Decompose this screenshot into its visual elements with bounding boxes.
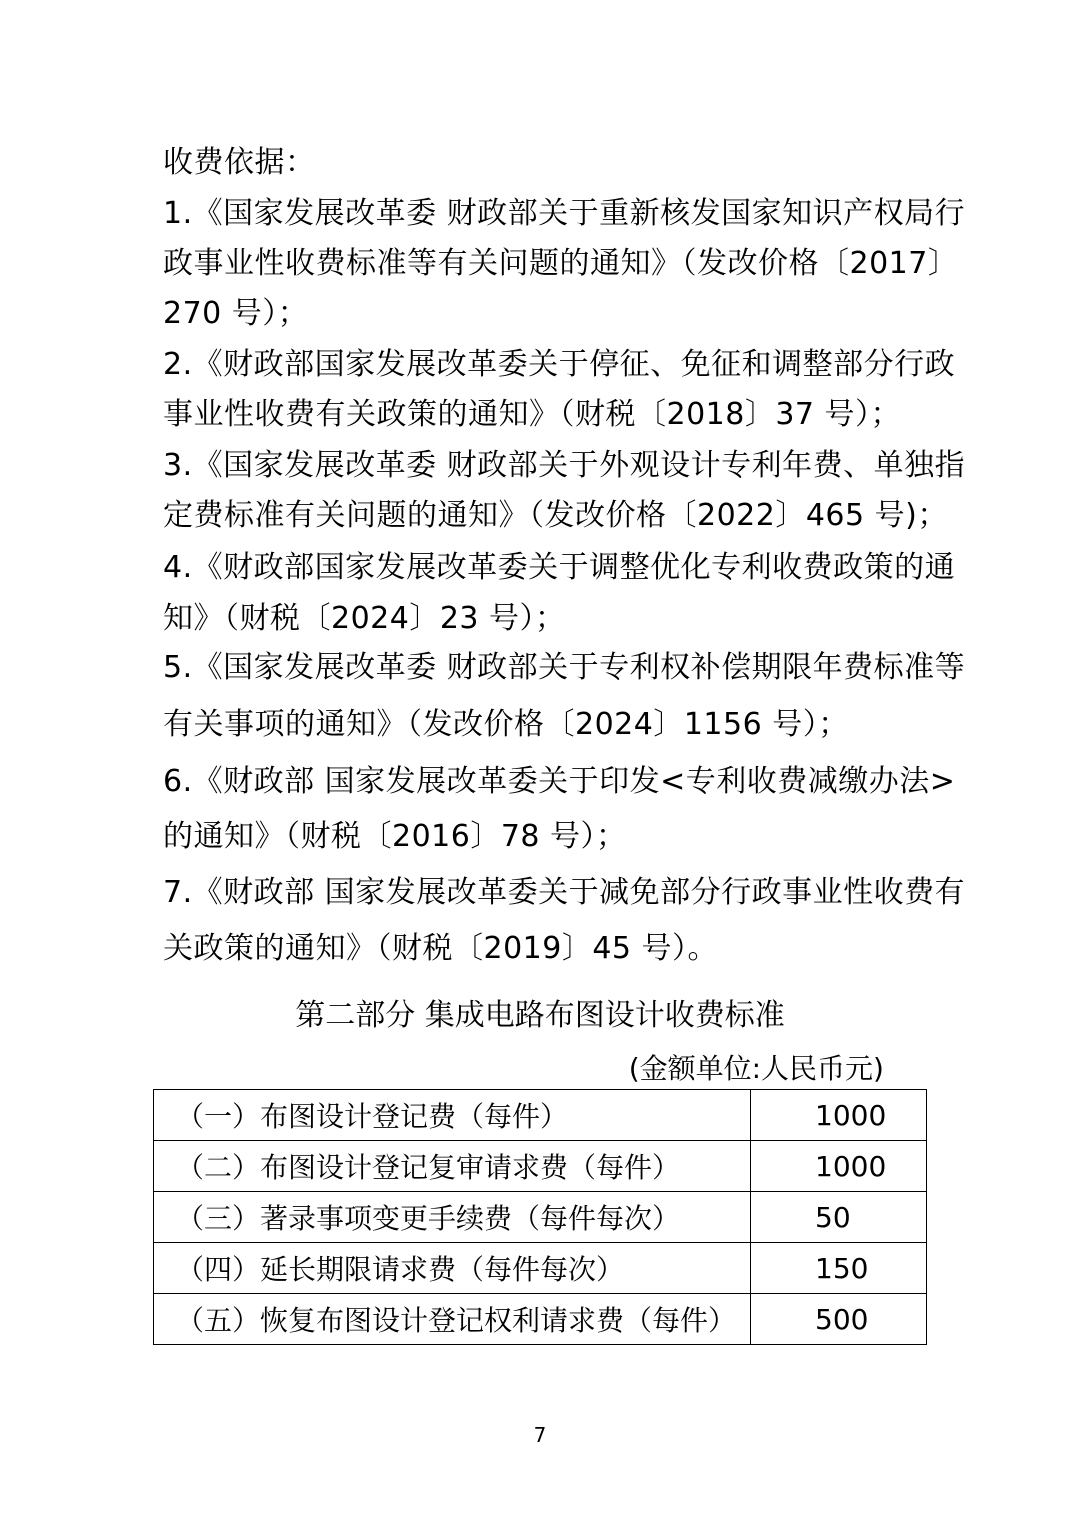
fee-amount: 1000: [751, 1090, 927, 1141]
basis-line: 定费标准有关问题的通知》（发改价格〔2022〕465 号)；: [163, 498, 948, 533]
basis-line: 4.《财政部国家发展改革委关于调整优化专利收费政策的通: [163, 550, 956, 585]
basis-line: 6.《财政部 国家发展改革委关于印发<专利收费减缴办法>: [163, 764, 956, 799]
basis-line: 的通知》（财税〔2016〕78 号）；: [163, 819, 627, 854]
basis-line: 知》（财税〔2024〕23 号）；: [163, 601, 566, 636]
fee-item: （二）布图设计登记复审请求费（每件）: [154, 1141, 751, 1192]
basis-line: 270 号）；: [163, 296, 309, 331]
fee-item: （五）恢复布图设计登记权利请求费（每件）: [154, 1294, 751, 1345]
fee-item: （三）著录事项变更手续费（每件每次）: [154, 1192, 751, 1243]
table-row: [154, 1294, 927, 1345]
fee-item: （四）延长期限请求费（每件每次）: [154, 1243, 751, 1294]
page-number: 7: [533, 1423, 547, 1447]
section-title: 第二部分 集成电路布图设计收费标准: [295, 998, 785, 1033]
basis-line: 事业性收费有关政策的通知》（财税〔2018〕37 号）；: [163, 397, 902, 432]
table-row: [154, 1243, 927, 1294]
fee-amount: 150: [751, 1243, 927, 1294]
fee-item: （一）布图设计登记费（每件）: [154, 1090, 751, 1141]
fee-amount: 500: [751, 1294, 927, 1345]
basis-line: 2.《财政部国家发展改革委关于停征、免征和调整部分行政: [163, 347, 956, 382]
basis-line: 关政策的通知》（财税〔2019〕45 号）。: [163, 931, 719, 966]
basis-heading: 收费依据：: [163, 145, 316, 180]
table-row: [154, 1192, 927, 1243]
basis-line: 政事业性收费标准等有关问题的通知》（发改价格〔2017〕: [163, 246, 959, 281]
fee-amount: 1000: [751, 1141, 927, 1192]
basis-line: 5.《国家发展改革委 财政部关于专利权补偿期限年费标准等: [163, 650, 966, 685]
fee-table: [153, 1089, 927, 1345]
unit-note: (金额单位:人民币元): [628, 1052, 884, 1085]
table-row: [154, 1090, 927, 1141]
basis-line: 有关事项的通知》（发改价格〔2024〕1156 号）；: [163, 707, 849, 742]
fee-amount: 50: [751, 1192, 927, 1243]
basis-line: 7.《财政部 国家发展改革委关于减免部分行政事业性收费有: [163, 875, 966, 910]
table-row: [154, 1141, 927, 1192]
basis-line: 1.《国家发展改革委 财政部关于重新核发国家知识产权局行: [163, 196, 966, 231]
basis-line: 3.《国家发展改革委 财政部关于外观设计专利年费、单独指: [163, 448, 966, 483]
